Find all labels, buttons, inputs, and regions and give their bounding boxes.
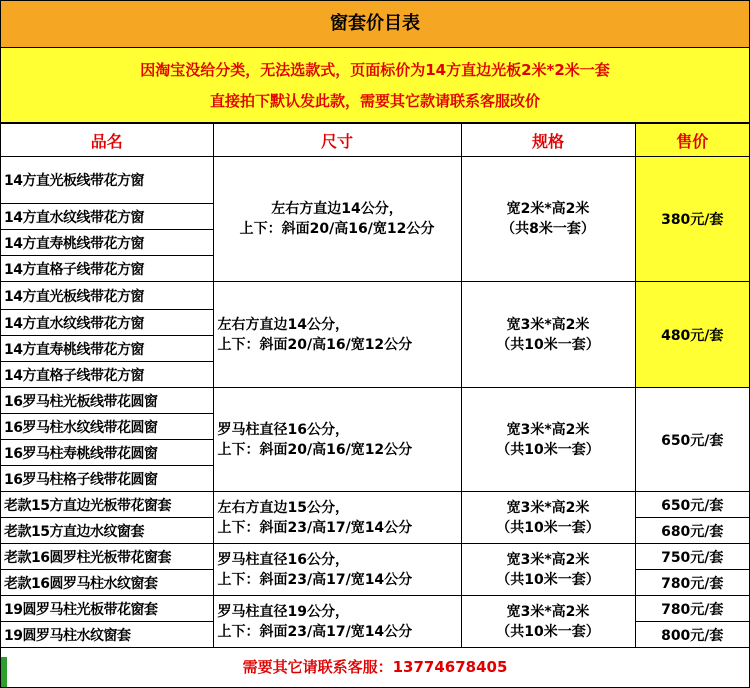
product-name: 老款15方直边光板带花窗套	[1, 492, 213, 518]
size-line: 上下：斜面23/高17/宽14公分	[217, 519, 413, 536]
spec-line: 宽3米*高2米	[506, 421, 590, 438]
size-cell	[213, 596, 461, 648]
product-name: 14方直寿桃线带花方窗	[1, 230, 213, 256]
size-line: 左右方直边15公分，	[217, 499, 349, 516]
price-table	[1, 123, 749, 648]
size-cell	[213, 388, 461, 492]
spec-cell	[461, 157, 635, 282]
price-cell: 780元/套	[635, 596, 749, 622]
spec-line: （共10米一套）	[496, 571, 600, 588]
table-row	[1, 388, 749, 414]
product-name: 老款16圆罗柱光板带花窗套	[1, 544, 213, 570]
spec-cell	[461, 492, 635, 544]
product-name: 16罗马柱格子线带花圆窗	[1, 466, 213, 492]
size-cell	[213, 544, 461, 596]
notice-line-1: 因淘宝没给分类，无法选款式，页面标价为14方直边光板2米*2米一套	[140, 61, 610, 79]
header-name: 品名	[1, 124, 213, 157]
product-name: 16罗马柱水纹线带花圆窗	[1, 414, 213, 440]
size-cell	[213, 282, 461, 388]
table-row	[1, 157, 749, 204]
size-line: 上下：斜面23/高17/宽14公分	[217, 571, 413, 588]
price-cell: 480元/套	[635, 282, 749, 388]
spec-cell	[461, 282, 635, 388]
size-line: 罗马柱直径16公分，	[217, 551, 349, 568]
product-name: 14方直格子线带花方窗	[1, 256, 213, 282]
product-name: 14方直光板线带花方窗	[1, 157, 213, 204]
product-name: 14方直水纹线带花方窗	[1, 310, 213, 336]
spec-line: 宽3米*高2米	[506, 603, 590, 620]
product-name: 14方直寿桃线带花方窗	[1, 336, 213, 362]
product-name: 老款16圆罗马柱水纹窗套	[1, 570, 213, 596]
header-spec: 规格	[461, 124, 635, 157]
spec-line: （共10米一套）	[496, 519, 600, 536]
size-line: 上下：斜面20/高16/宽12公分	[217, 441, 413, 458]
spec-cell	[461, 544, 635, 596]
contact-text: 需要其它请联系客服：13774678405	[242, 658, 508, 676]
price-cell: 800元/套	[635, 622, 749, 648]
contact-footer	[1, 648, 749, 686]
table-row	[1, 544, 749, 570]
price-cell: 380元/套	[635, 157, 749, 282]
product-name: 14方直格子线带花方窗	[1, 362, 213, 388]
price-cell: 650元/套	[635, 492, 749, 518]
spec-line: 宽3米*高2米	[506, 551, 590, 568]
size-line: 上下：斜面23/高17/宽14公分	[217, 623, 413, 640]
table-row	[1, 596, 749, 622]
product-name: 16罗马柱光板线带花圆窗	[1, 388, 213, 414]
size-line: 左右方直边14公分，	[271, 201, 403, 217]
table-header-row	[1, 124, 749, 157]
spec-cell	[461, 388, 635, 492]
spec-line: 宽3米*高2米	[506, 316, 590, 333]
spec-line: 宽2米*高2米	[506, 201, 590, 217]
product-name: 老款15方直边水纹窗套	[1, 518, 213, 544]
price-cell: 650元/套	[635, 388, 749, 492]
spec-line: （共8米一套）	[501, 221, 595, 237]
size-line: 上下：斜面20/高16/宽12公分	[217, 336, 413, 353]
size-line: 罗马柱直径16公分，	[217, 421, 349, 438]
spec-cell	[461, 596, 635, 648]
price-cell: 750元/套	[635, 544, 749, 570]
price-cell: 680元/套	[635, 518, 749, 544]
table-row	[1, 492, 749, 518]
header-price: 售价	[635, 124, 749, 157]
product-name: 14方直光板线带花方窗	[1, 282, 213, 310]
product-name: 16罗马柱寿桃线带花圆窗	[1, 440, 213, 466]
table-row	[1, 282, 749, 310]
page-title: 窗套价目表	[1, 1, 749, 48]
product-name: 19圆罗马柱光板带花窗套	[1, 596, 213, 622]
spec-line: （共10米一套）	[496, 441, 600, 458]
product-name: 14方直水纹线带花方窗	[1, 204, 213, 230]
notice-banner	[1, 48, 749, 123]
notice-line-2: 直接拍下默认发此款，需要其它款请联系客服改价	[209, 92, 540, 110]
size-cell	[213, 157, 461, 282]
product-name: 19圆罗马柱水纹窗套	[1, 622, 213, 648]
size-cell	[213, 492, 461, 544]
price-cell: 780元/套	[635, 570, 749, 596]
size-line: 上下：斜面20/高16/宽12公分	[239, 221, 435, 237]
spec-line: （共10米一套）	[496, 336, 600, 353]
header-size: 尺寸	[213, 124, 461, 157]
size-line: 罗马柱直径19公分，	[217, 603, 349, 620]
spec-line: 宽3米*高2米	[506, 499, 590, 516]
left-edge-strip	[1, 657, 7, 687]
size-line: 左右方直边14公分，	[217, 316, 349, 333]
spec-line: （共10米一套）	[496, 623, 600, 640]
